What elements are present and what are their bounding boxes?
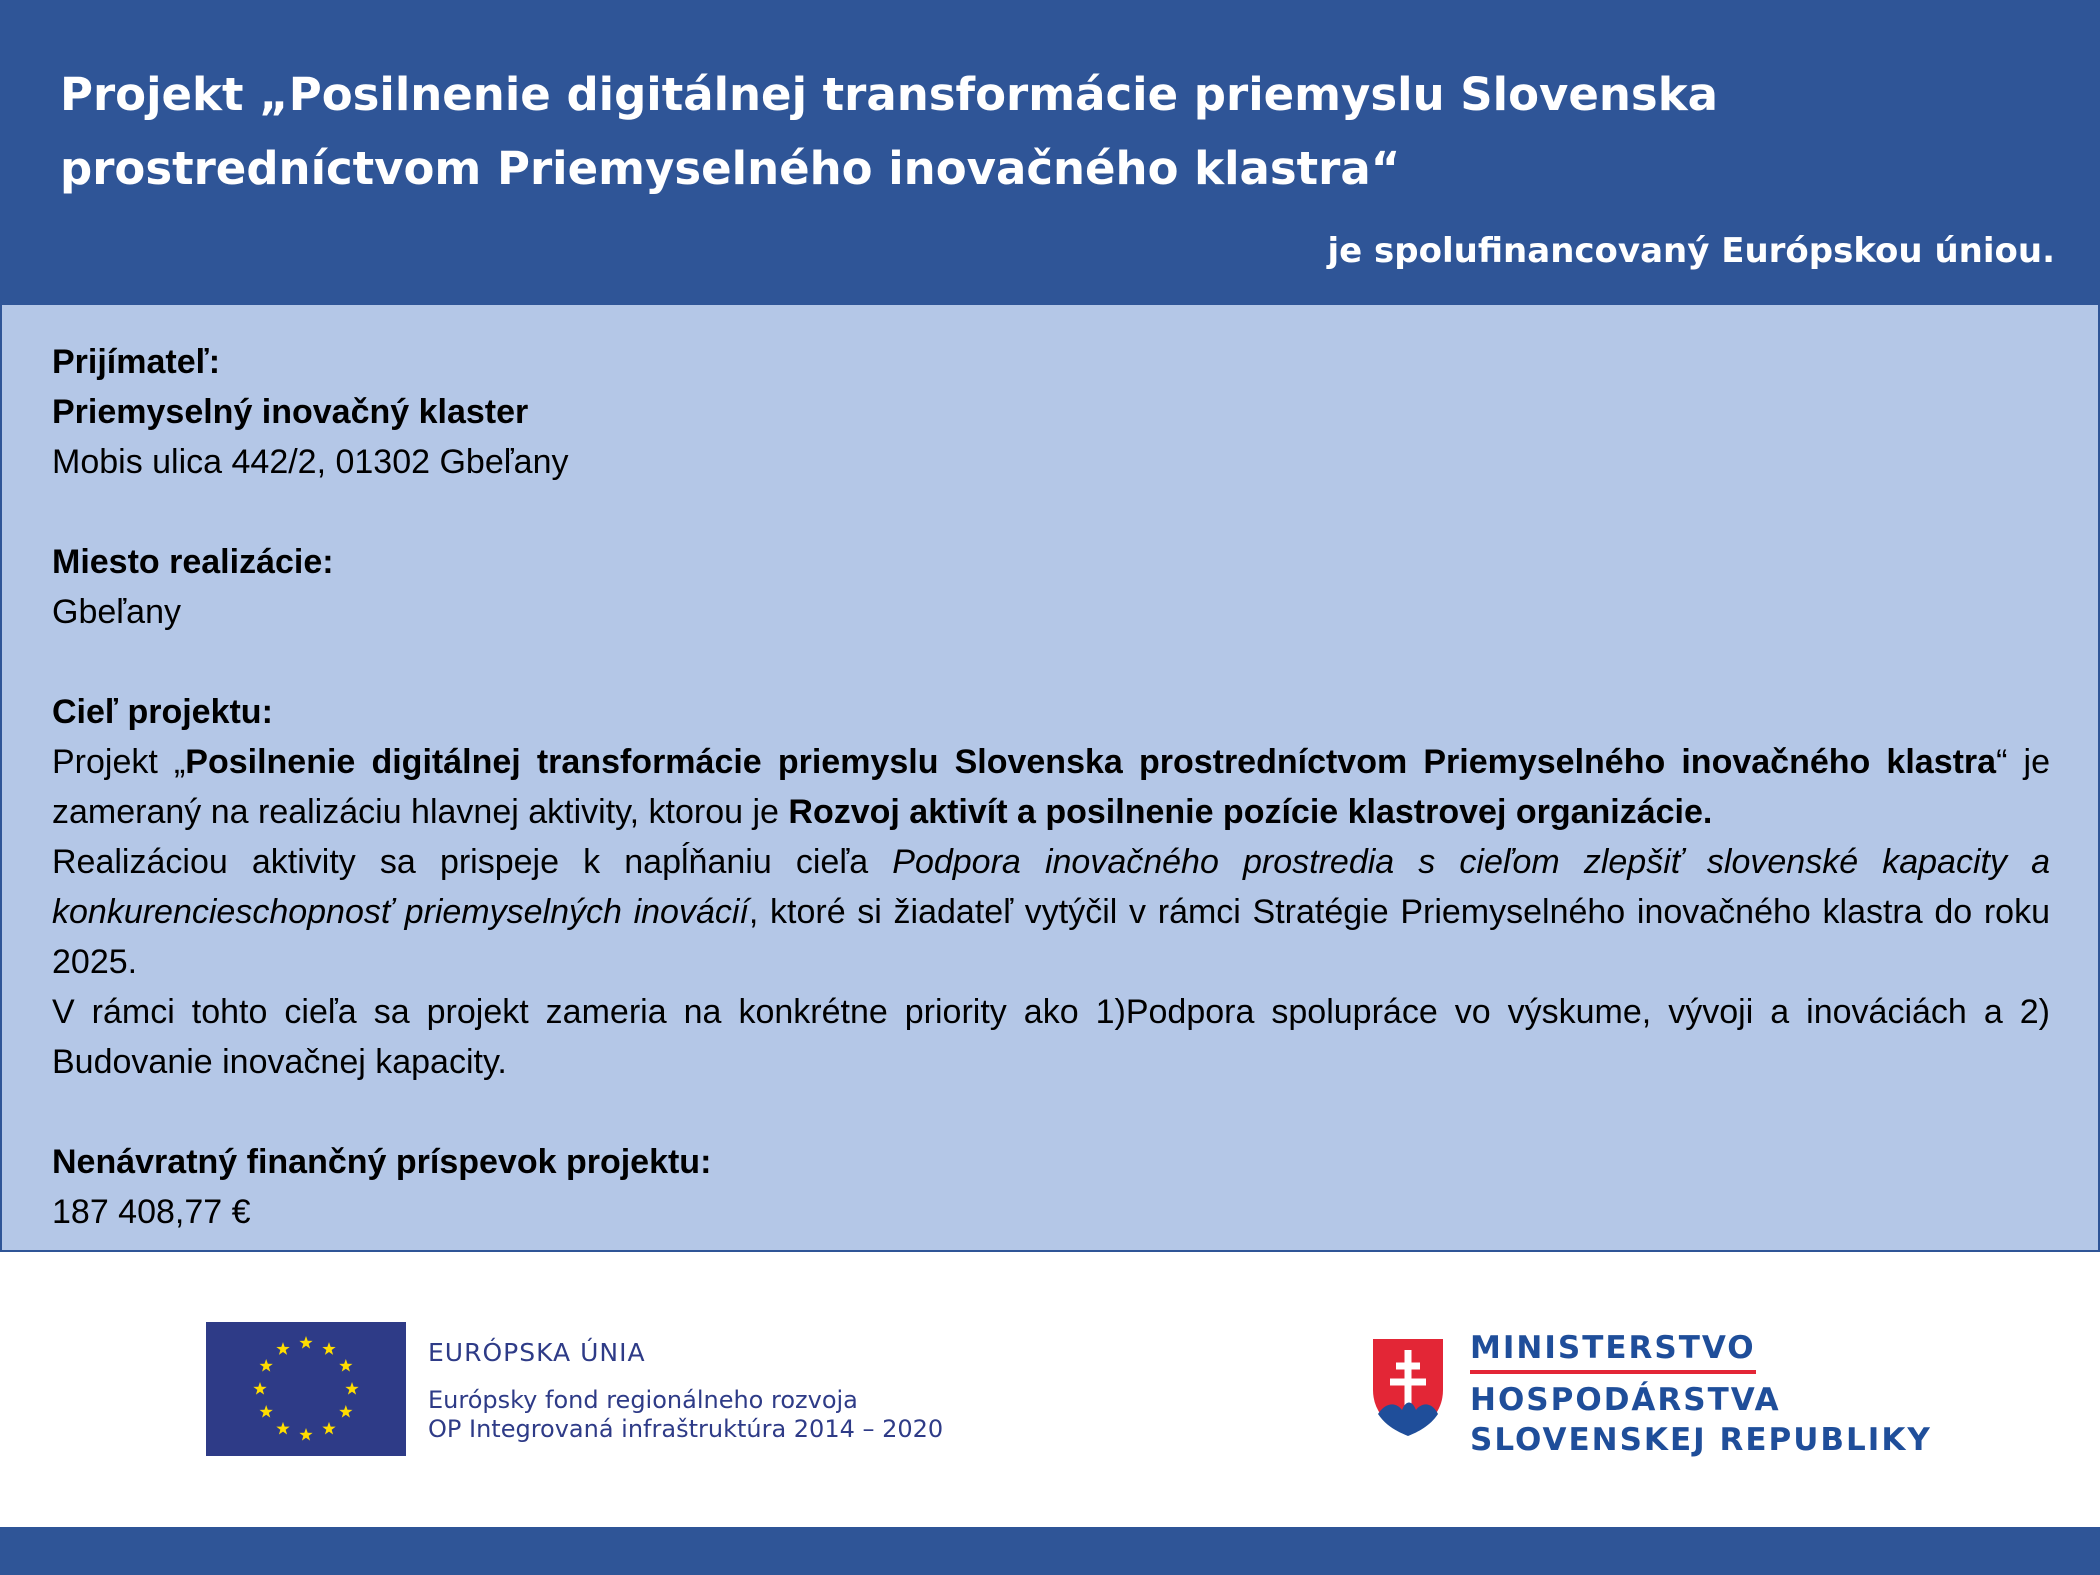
footer-bar bbox=[0, 1527, 2100, 1575]
goal-main-activity: Rozvoj aktivít a posilnenie pozície klastrovej organizácie. bbox=[788, 793, 1713, 831]
ministry-line-2: HOSPODÁRSTVA bbox=[1470, 1382, 1781, 1418]
page-title: Projekt „Posilnenie digitálnej transformácie priemyslu Slovenska prostredníctvom Priemyselného inovačného klastra“ bbox=[60, 68, 1718, 195]
location-value: Gbeľany bbox=[52, 593, 181, 631]
eu-flag-icon bbox=[206, 1322, 406, 1456]
funding-amount: 187 408,77 € bbox=[52, 1193, 251, 1231]
goal-label: Cieľ projektu: bbox=[52, 693, 273, 731]
eu-logo-title: EURÓPSKA ÚNIA bbox=[428, 1338, 646, 1367]
goal-p1-prefix: Projekt „ bbox=[52, 743, 186, 781]
ministry-line-1: MINISTERSTVO bbox=[1470, 1328, 1756, 1374]
cofinancing-note: je spolufinancovaný Európskou úniou. bbox=[1327, 231, 2055, 271]
goal-paragraph-3: V rámci tohto cieľa sa projekt zameria na konkrétne priority ako 1)Podpora spolupráce vo výskume, vývoji a inováciách a 2) Budovanie inovačnej kapacity. bbox=[52, 993, 2050, 1081]
eu-stars-ring bbox=[206, 1322, 406, 1456]
header-banner bbox=[0, 0, 2100, 305]
spacer bbox=[52, 487, 2050, 537]
spacer bbox=[52, 1087, 2050, 1137]
spacer bbox=[52, 637, 2050, 687]
recipient-address: Mobis ulica 442/2, 01302 Gbeľany bbox=[52, 443, 569, 481]
goal-paragraph-1 bbox=[52, 737, 2050, 837]
goal-p1-middle: “ je zameraný na realizáciu hlavnej aktivity, ktorou je bbox=[52, 743, 2051, 831]
funding-label: Nenávratný finančný príspevok projektu: bbox=[52, 1143, 712, 1181]
recipient-name: Priemyselný inovačný klaster bbox=[52, 393, 529, 431]
goal-p2-prefix: Realizáciou aktivity sa prispeje k napĺňaniu cieľa bbox=[52, 843, 893, 881]
project-info-panel bbox=[0, 305, 2100, 1252]
ministry-logo-text bbox=[1470, 1328, 1932, 1460]
goal-project-name: Posilnenie digitálnej transformácie priemyslu Slovenska prostredníctvom Priemyselného inovačného klastra bbox=[185, 743, 1997, 781]
slovak-coat-of-arms-icon bbox=[1368, 1336, 1448, 1438]
goal-paragraph-2 bbox=[52, 837, 2050, 987]
logos-strip bbox=[0, 1252, 2100, 1527]
goal-objective: Podpora inovačného prostredia s cieľom zlepšiť slovenské kapacity a konkurencieschopnosť priemyselných inovácií bbox=[52, 843, 2050, 931]
ministry-line-3: SLOVENSKEJ REPUBLIKY bbox=[1470, 1422, 1932, 1458]
recipient-label: Prijímateľ: bbox=[52, 343, 221, 381]
eu-logo-text bbox=[428, 1336, 943, 1444]
goal-p2-suffix: , ktoré si žiadateľ vytýčil v rámci Stratégie Priemyselného inovačného klastra do roku 2025. bbox=[52, 893, 2051, 981]
eu-fund-name: Európsky fond regionálneho rozvoja bbox=[428, 1386, 858, 1414]
project-info-content bbox=[52, 337, 2050, 1237]
location-label: Miesto realizácie: bbox=[52, 543, 334, 581]
eu-program-name: OP Integrovaná infraštruktúra 2014 – 2020 bbox=[428, 1415, 944, 1443]
